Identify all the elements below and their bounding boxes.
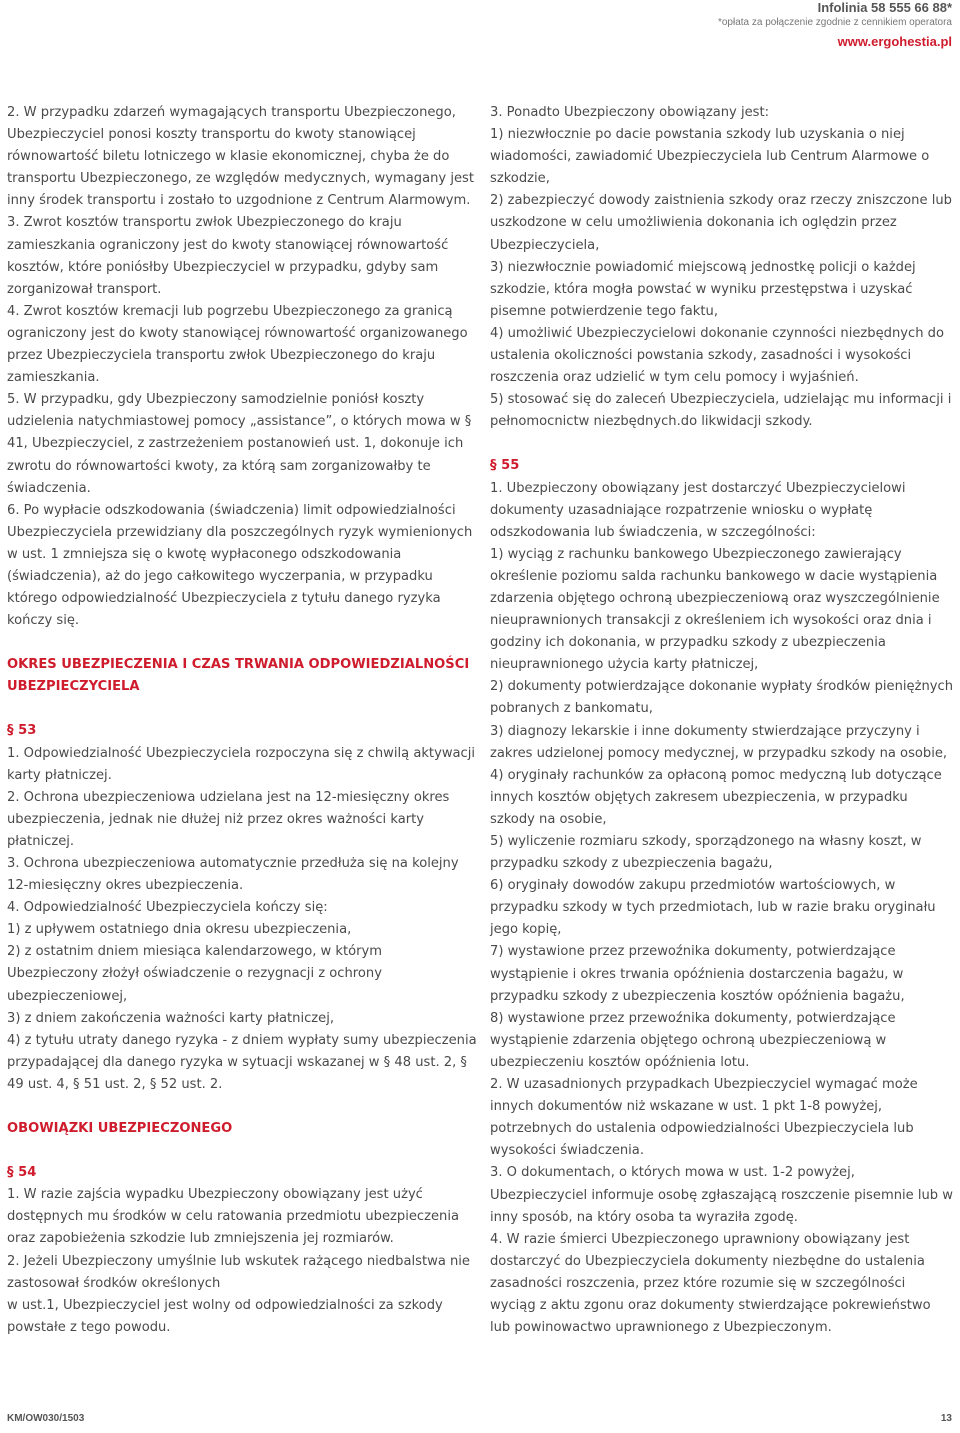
- paragraph-number: § 55: [490, 458, 520, 474]
- paragraph: 2. Jeżeli Ubezpieczony umyślnie lub wskutek rażącego niedbalstwa nie zastosował środków określonych: [7, 1253, 470, 1291]
- right-column: [490, 102, 954, 1339]
- hotline-note: *opłata za połączenie zgodnie z cennikiem operatora: [717, 17, 952, 28]
- paragraph: 1. Odpowiedzialność Ubezpieczyciela rozpoczyna się z chwilą aktywacji karty płatniczej.: [7, 745, 476, 783]
- paragraph-number: § 54: [7, 1165, 37, 1181]
- paragraph: 3. Ochrona ubezpieczeniowa automatycznie przedłuża się na kolejny 12-miesięczny okres ubezpieczenia.: [7, 856, 459, 894]
- list-item: 4) umożliwić Ubezpieczycielowi dokonanie czynności niezbędnych do ustalenia okoliczności powstania szkody, zasadności i wysokości roszczenia oraz udzielić w tym celu pomocy i wyjaśnień.: [490, 325, 944, 386]
- section-heading: OBOWIĄZKI UBEZPIECZONEGO: [7, 1121, 233, 1137]
- paragraph: 1. Ubezpieczony obowiązany jest dostarczyć Ubezpieczycielowi dokumenty uzasadniające rozpatrzenie wniosku o wypłatę odszkodowania lub świadczenia, w szczególności:: [490, 480, 906, 540]
- paragraph: 2. W przypadku zdarzeń wymagających transportu Ubezpieczonego, Ubezpieczyciel ponosi koszty transportu do kwoty stanowiącej równowartość biletu lotniczego w klasie ekonomicznej, chyba że do transportu Ubezpieczonego, ze względów medycznych, wymagany jest inny środek transportu i zostało to uzgodnione z Centrum Alarmowym.: [7, 105, 474, 209]
- website-link[interactable]: www.ergohestia.pl: [837, 34, 952, 49]
- list-item: 4) z tytułu utraty danego ryzyka - z dniem wypłaty sumy ubezpieczenia przypadającej dla danego ryzyka w sytuacji wskazanej w § 48 ust. 2, § 49 ust. 4, § 51 ust. 2, § 52 ust. 2.: [7, 1032, 477, 1092]
- paragraph-number: § 53: [7, 723, 37, 739]
- paragraph: 5. W przypadku, gdy Ubezpieczony samodzielnie poniósł koszty udzielenia natychmiastowej pomocy „assistance”, o których mowa w § 41, Ubezpieczyciel, z zastrzeżeniem postanowień ust. 1, dokonuje ich zwrotu do równowartości kwoty, za którą sam zorganizowałby te świadczenia.: [7, 392, 472, 496]
- section-heading: OKRES UBEZPIECZENIA I CZAS TRWANIA ODPOWIEDZIALNOŚCI UBEZPIECZYCIELA: [7, 657, 470, 695]
- list-item: 8) wystawione przez przewoźnika dokumenty, potwierdzające wystąpienie zdarzenia objętego ochroną ubezpieczeniową w ubezpieczeniu kosztów opóźnienia lotu.: [490, 1010, 896, 1070]
- paragraph: w ust.1, Ubezpieczyciel jest wolny od odpowiedzialności za szkody powstałe z tego powodu.: [7, 1297, 443, 1335]
- page-number: 13: [940, 1413, 952, 1424]
- list-item: 5) wyliczenie rozmiaru szkody, sporządzonego na własny koszt, w przypadku szkody z ubezpieczenia bagażu,: [490, 834, 922, 872]
- paragraph: 3. Ponadto Ubezpieczony obowiązany jest:: [490, 105, 770, 120]
- list-item: 7) wystawione przez przewoźnika dokumenty, potwierdzające wystąpienie i okres trwania opóźnienia dostarczenia bagażu, w przypadku szkody z ubezpieczenia kosztów opóźnienia bagażu,: [490, 944, 905, 1004]
- list-item: 5) stosować się do zaleceń Ubezpieczyciela, udzielając mu informacji i pełnomocnictw niezbędnych.do likwidacji szkody.: [490, 392, 952, 430]
- list-item: 3) niezwłocznie powiadomić miejscową jednostkę policji o każdej szkodzie, która mogła powstać w wyniku przestępstwa i uzyskać pisemne potwierdzenie tego faktu,: [490, 259, 916, 319]
- list-item: 2) z ostatnim dniem miesiąca kalendarzowego, w którym Ubezpieczony złożył oświadczenie o rezygnacji z ochrony ubezpieczeniowej,: [7, 944, 383, 1004]
- paragraph: 4. Odpowiedzialność Ubezpieczyciela kończy się:: [7, 900, 328, 916]
- list-item: 2) zabezpieczyć dowody zaistnienia szkody oraz rzeczy zniszczone lub uszkodzone w celu umożliwienia dokonania ich oględzin przez Ubezpieczyciela,: [490, 193, 952, 253]
- left-column: [7, 102, 477, 1339]
- list-item: 6) oryginały dowodów zakupu przedmiotów wartościowych, w przypadku szkody w tych przedmiotach, lub w razie braku oryginału jego kopię,: [490, 878, 936, 938]
- paragraph: 6. Po wypłacie odszkodowania (świadczenia) limit odpowiedzialności Ubezpieczyciela przewidziany dla poszczególnych ryzyk wymienionych w ust. 1 zmniejsza się o kwotę wypłaconego odszkodowania (świadczenia), aż do jego całkowitego wyczerpania, w przypadku którego odpowiedzialność Ubezpieczyciela z tytułu danego ryzyka kończy się.: [7, 502, 473, 629]
- list-item: 3) z dniem zakończenia ważności karty płatniczej,: [7, 1010, 335, 1026]
- paragraph: 4. W razie śmierci Ubezpieczonego uprawniony obowiązany jest dostarczyć do Ubezpieczyciela dokumenty niezbędne do ustalenia zasadności roszczenia, przez które rozumie się w szczególności wyciąg z aktu zgonu oraz dokumenty stwierdzające pokrewieństwo lub powinowactwo uprawnionego z Ubezpieczonym.: [490, 1231, 931, 1336]
- list-item: 4) oryginały rachunków za opłaconą pomoc medyczną lub dotyczące innych kosztów objętych zakresem ubezpieczenia, w przypadku szkody na osobie,: [490, 767, 942, 827]
- paragraph: 2. Ochrona ubezpieczeniowa udzielana jest na 12-miesięczny okres ubezpieczenia, jednak nie dłużej niż przez okres ważności karty płatniczej.: [7, 789, 450, 849]
- paragraph: 2. W uzasadnionych przypadkach Ubezpieczyciel wymagać może innych dokumentów niż wskazane w ust. 1 pkt 1-8 powyżej, potrzebnych do ustalenia odpowiedzialności Ubezpieczyciela lub wysokości świadczenia.: [490, 1077, 918, 1159]
- paragraph: 4. Zwrot kosztów kremacji lub pogrzebu Ubezpieczonego za granicą ograniczony jest do kwoty stanowiącej równowartość organizowanego przez Ubezpieczyciela transportu zwłok Ubezpieczonego do kraju zamieszkania.: [7, 303, 468, 386]
- list-item: 1) wyciąg z rachunku bankowego Ubezpieczonego zawierający określenie poziomu salda rachunku bankowego w dacie wystąpienia zdarzenia objętego ochroną ubezpieczeniową oraz wyszczególnienie nieuprawnionych transakcji z określeniem ich wysokości oraz dnia i godziny ich dokonania, w przypadku szkody z ubezpieczenia nieuprawnionego użycia karty płatniczej,: [490, 546, 940, 673]
- paragraph: 1. W razie zajścia wypadku Ubezpieczony obowiązany jest użyć dostępnych mu środków w celu ratowania przedmiotu ubezpieczenia oraz zapobieżenia szkodzie lub zmniejszenia jej rozmiarów.: [7, 1187, 460, 1247]
- hotline-number: Infolinia 58 555 66 88*: [817, 0, 952, 15]
- paragraph: 3. O dokumentach, o których mowa w ust. 1-2 powyżej, Ubezpieczyciel informuje osobę zgłaszającą roszczenie pisemnie lub w inny sposób, na który osoba ta wyraziła zgodę.: [490, 1165, 953, 1225]
- list-item: 1) z upływem ostatniego dnia okresu ubezpieczenia,: [7, 922, 352, 938]
- header: [718, 0, 952, 52]
- list-item: 3) diagnozy lekarskie i inne dokumenty stwierdzające przyczyny i zakres udzielonej pomocy medycznej, w przypadku szkody na osobie,: [490, 723, 948, 761]
- list-item: 2) dokumenty potwierdzające dokonanie wypłaty środków pieniężnych pobranych z bankomatu,: [490, 679, 953, 717]
- document-code: KM/OW030/1503: [7, 1413, 85, 1424]
- list-item: 1) niezwłocznie po dacie powstania szkody lub uzyskania o niej wiadomości, zawiadomić Ubezpieczyciela lub Centrum Alarmowe o szkodzie,: [490, 127, 930, 187]
- paragraph: 3. Zwrot kosztów transportu zwłok Ubezpieczonego do kraju zamieszkania ograniczony jest do kwoty stanowiącej równowartość kosztów, które poniósłby Ubezpieczyciel w przypadku, gdyby sam zorganizował transport.: [7, 215, 449, 297]
